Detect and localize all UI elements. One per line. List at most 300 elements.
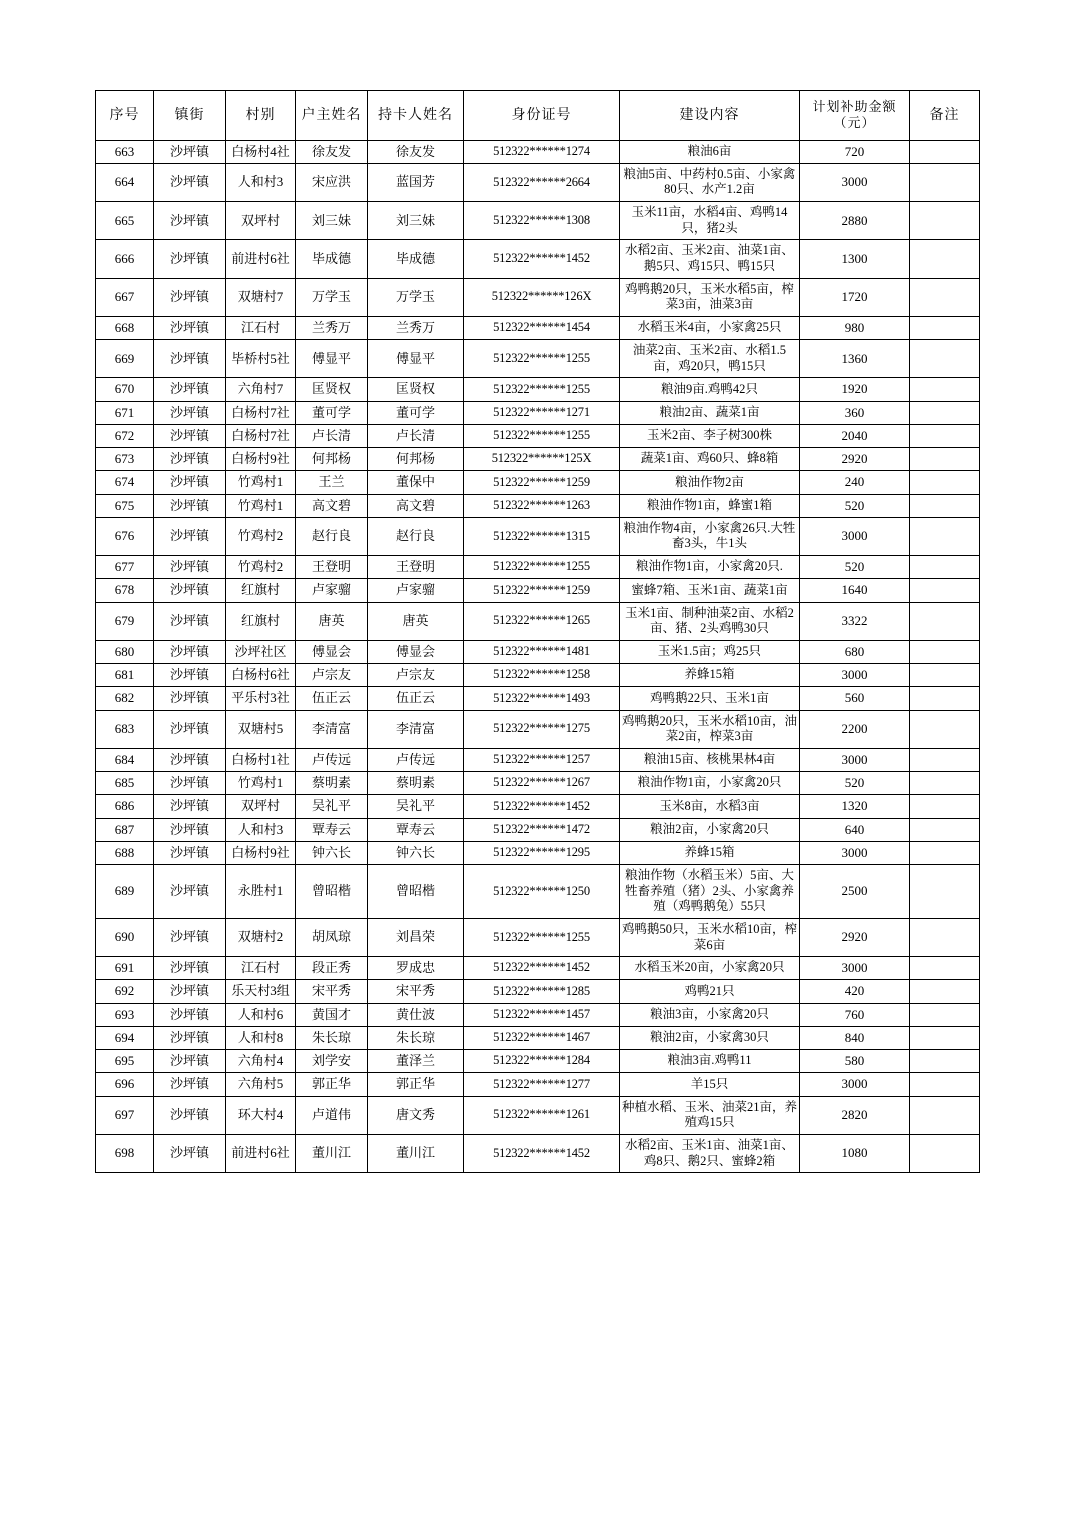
cell-amount: 980 — [800, 316, 910, 339]
cell-amount: 560 — [800, 687, 910, 710]
cell-content: 粮油6亩 — [620, 140, 800, 163]
cell-remark — [910, 602, 980, 640]
cell-village: 平乐村3社 — [226, 687, 296, 710]
cell-householder: 万学玉 — [296, 278, 368, 316]
cell-content: 水稻玉米4亩，小家禽25只 — [620, 316, 800, 339]
cell-content: 鸡鸭21只 — [620, 980, 800, 1003]
cell-index: 697 — [96, 1096, 154, 1134]
column-header-amount-line1: 计划补助金额 — [812, 99, 897, 114]
cell-content: 粮油作物4亩，小家禽26只.大牲畜3头，牛1头 — [620, 517, 800, 555]
cell-cardholder: 赵行良 — [368, 517, 464, 555]
cell-id-number: 512322******1255 — [464, 918, 620, 956]
cell-content: 玉米1亩、制种油菜2亩、水稻2亩、猪、2头鸡鸭30只 — [620, 602, 800, 640]
cell-village: 竹鸡村1 — [226, 772, 296, 795]
cell-id-number: 512322******1493 — [464, 687, 620, 710]
cell-householder: 曾昭楷 — [296, 865, 368, 919]
cell-index: 686 — [96, 795, 154, 818]
cell-content: 粮油作物1亩，小家禽20只. — [620, 556, 800, 579]
cell-id-number: 512322******1255 — [464, 378, 620, 401]
cell-content: 粮油9亩.鸡鸭42只 — [620, 378, 800, 401]
cell-index: 685 — [96, 772, 154, 795]
cell-householder: 黄国才 — [296, 1003, 368, 1026]
cell-id-number: 512322******125X — [464, 448, 620, 471]
cell-amount: 3000 — [800, 517, 910, 555]
cell-amount: 3000 — [800, 664, 910, 687]
cell-cardholder: 曾昭楷 — [368, 865, 464, 919]
cell-village: 双塘村7 — [226, 278, 296, 316]
cell-index: 698 — [96, 1134, 154, 1172]
cell-content: 蔬菜1亩、鸡60只、蜂8箱 — [620, 448, 800, 471]
cell-town: 沙坪镇 — [154, 1050, 226, 1073]
cell-town: 沙坪镇 — [154, 664, 226, 687]
cell-index: 675 — [96, 494, 154, 517]
cell-householder: 董可学 — [296, 401, 368, 424]
cell-cardholder: 傅显会 — [368, 640, 464, 663]
table-row — [96, 316, 980, 339]
cell-cardholder: 刘三妹 — [368, 202, 464, 240]
cell-id-number: 512322******1452 — [464, 1134, 620, 1172]
cell-cardholder: 毕成德 — [368, 240, 464, 278]
table-row — [96, 795, 980, 818]
cell-index: 663 — [96, 140, 154, 163]
table-row — [96, 240, 980, 278]
cell-village: 沙坪社区 — [226, 640, 296, 663]
cell-content: 羊15只 — [620, 1073, 800, 1096]
cell-remark — [910, 378, 980, 401]
cell-amount: 1920 — [800, 378, 910, 401]
cell-index: 683 — [96, 710, 154, 748]
cell-id-number: 512322******1308 — [464, 202, 620, 240]
cell-cardholder: 匡贤权 — [368, 378, 464, 401]
cell-content: 粮油作物1亩，小家禽20只 — [620, 772, 800, 795]
table-row — [96, 579, 980, 602]
cell-village: 白杨村1社 — [226, 748, 296, 771]
cell-remark — [910, 1050, 980, 1073]
cell-id-number: 512322******1259 — [464, 471, 620, 494]
cell-id-number: 512322******1295 — [464, 841, 620, 864]
cell-town: 沙坪镇 — [154, 202, 226, 240]
cell-village: 永胜村1 — [226, 865, 296, 919]
table-row — [96, 163, 980, 201]
cell-town: 沙坪镇 — [154, 340, 226, 378]
cell-amount: 2200 — [800, 710, 910, 748]
cell-remark — [910, 1003, 980, 1026]
cell-amount: 2880 — [800, 202, 910, 240]
table-header-row — [96, 91, 980, 141]
cell-remark — [910, 163, 980, 201]
cell-village: 双坪村 — [226, 795, 296, 818]
cell-householder: 徐友发 — [296, 140, 368, 163]
cell-index: 665 — [96, 202, 154, 240]
cell-town: 沙坪镇 — [154, 278, 226, 316]
table-header — [96, 91, 980, 141]
cell-index: 671 — [96, 401, 154, 424]
cell-householder: 卢道伟 — [296, 1096, 368, 1134]
table-row — [96, 140, 980, 163]
cell-householder: 蔡明素 — [296, 772, 368, 795]
table-row — [96, 710, 980, 748]
cell-town: 沙坪镇 — [154, 556, 226, 579]
column-header-amount-line2: （元） — [833, 115, 876, 131]
cell-town: 沙坪镇 — [154, 865, 226, 919]
cell-town: 沙坪镇 — [154, 1073, 226, 1096]
cell-village: 人和村3 — [226, 163, 296, 201]
cell-remark — [910, 140, 980, 163]
table-row — [96, 918, 980, 956]
cell-town: 沙坪镇 — [154, 795, 226, 818]
cell-amount: 2500 — [800, 865, 910, 919]
cell-id-number: 512322******1457 — [464, 1003, 620, 1026]
cell-id-number: 512322******1250 — [464, 865, 620, 919]
cell-town: 沙坪镇 — [154, 1134, 226, 1172]
cell-town: 沙坪镇 — [154, 316, 226, 339]
cell-amount: 520 — [800, 494, 910, 517]
cell-householder: 卢长清 — [296, 424, 368, 447]
cell-householder: 宋平秀 — [296, 980, 368, 1003]
cell-cardholder: 兰秀万 — [368, 316, 464, 339]
cell-town: 沙坪镇 — [154, 1003, 226, 1026]
cell-cardholder: 唐文秀 — [368, 1096, 464, 1134]
cell-content: 粮油2亩，小家禽20只 — [620, 818, 800, 841]
cell-index: 681 — [96, 664, 154, 687]
table-row — [96, 401, 980, 424]
cell-village: 竹鸡村2 — [226, 517, 296, 555]
cell-content: 鸡鸭鹅50只，玉米水稻10亩，榨菜6亩 — [620, 918, 800, 956]
cell-cardholder: 蔡明素 — [368, 772, 464, 795]
cell-village: 白杨村7社 — [226, 401, 296, 424]
cell-amount: 680 — [800, 640, 910, 663]
cell-remark — [910, 865, 980, 919]
cell-householder: 胡凤琼 — [296, 918, 368, 956]
cell-cardholder: 董可学 — [368, 401, 464, 424]
cell-amount: 640 — [800, 818, 910, 841]
cell-town: 沙坪镇 — [154, 640, 226, 663]
cell-householder: 何邦杨 — [296, 448, 368, 471]
cell-amount: 3000 — [800, 957, 910, 980]
cell-town: 沙坪镇 — [154, 579, 226, 602]
cell-content: 蜜蜂7箱、玉米1亩、蔬菜1亩 — [620, 579, 800, 602]
cell-remark — [910, 818, 980, 841]
cell-amount: 3000 — [800, 1073, 910, 1096]
cell-village: 前进村6社 — [226, 240, 296, 278]
cell-amount: 1360 — [800, 340, 910, 378]
cell-amount: 3000 — [800, 163, 910, 201]
cell-village: 六角村7 — [226, 378, 296, 401]
cell-town: 沙坪镇 — [154, 841, 226, 864]
subsidy-table — [95, 90, 980, 1173]
cell-id-number: 512322******1452 — [464, 957, 620, 980]
cell-village: 江石村 — [226, 316, 296, 339]
cell-cardholder: 卢家骝 — [368, 579, 464, 602]
cell-amount: 520 — [800, 556, 910, 579]
cell-cardholder: 董泽兰 — [368, 1050, 464, 1073]
cell-index: 679 — [96, 602, 154, 640]
cell-remark — [910, 841, 980, 864]
cell-town: 沙坪镇 — [154, 240, 226, 278]
cell-householder: 宋应洪 — [296, 163, 368, 201]
cell-content: 水稻2亩、玉米2亩、油菜1亩、鹅5只、鸡15只、鸭15只 — [620, 240, 800, 278]
cell-id-number: 512322******1472 — [464, 818, 620, 841]
cell-content: 种植水稻、玉米、油菜21亩，养殖鸡15只 — [620, 1096, 800, 1134]
cell-town: 沙坪镇 — [154, 748, 226, 771]
cell-amount: 1080 — [800, 1134, 910, 1172]
cell-id-number: 512322******1275 — [464, 710, 620, 748]
cell-householder: 刘三妹 — [296, 202, 368, 240]
cell-householder: 段正秀 — [296, 957, 368, 980]
cell-amount: 1720 — [800, 278, 910, 316]
cell-remark — [910, 1026, 980, 1049]
cell-cardholder: 万学玉 — [368, 278, 464, 316]
cell-id-number: 512322******1315 — [464, 517, 620, 555]
cell-index: 687 — [96, 818, 154, 841]
cell-content: 玉米8亩，水稻3亩 — [620, 795, 800, 818]
cell-index: 670 — [96, 378, 154, 401]
cell-amount: 3000 — [800, 748, 910, 771]
cell-content: 养蜂15箱 — [620, 664, 800, 687]
table-row — [96, 340, 980, 378]
cell-amount: 420 — [800, 980, 910, 1003]
cell-village: 人和村8 — [226, 1026, 296, 1049]
cell-id-number: 512322******1454 — [464, 316, 620, 339]
table-row — [96, 1096, 980, 1134]
cell-village: 乐天村3组 — [226, 980, 296, 1003]
cell-content: 油菜2亩、玉米2亩、水稻1.5亩，鸡20只，鸭15只 — [620, 340, 800, 378]
cell-householder: 毕成德 — [296, 240, 368, 278]
table-row — [96, 687, 980, 710]
cell-amount: 1640 — [800, 579, 910, 602]
cell-village: 江石村 — [226, 957, 296, 980]
cell-village: 竹鸡村2 — [226, 556, 296, 579]
table-row — [96, 818, 980, 841]
table-row — [96, 748, 980, 771]
cell-content: 玉米11亩，水稻4亩、鸡鸭14只，猪2头 — [620, 202, 800, 240]
cell-town: 沙坪镇 — [154, 957, 226, 980]
cell-town: 沙坪镇 — [154, 448, 226, 471]
cell-remark — [910, 316, 980, 339]
cell-id-number: 512322******1277 — [464, 1073, 620, 1096]
cell-householder: 匡贤权 — [296, 378, 368, 401]
cell-village: 六角村5 — [226, 1073, 296, 1096]
cell-remark — [910, 1134, 980, 1172]
table-row — [96, 980, 980, 1003]
table-row — [96, 1026, 980, 1049]
cell-content: 粮油15亩、核桃果林4亩 — [620, 748, 800, 771]
column-header-cardholder: 持卡人姓名 — [368, 91, 464, 141]
column-header-content: 建设内容 — [620, 91, 800, 141]
table-row — [96, 1073, 980, 1096]
cell-index: 677 — [96, 556, 154, 579]
cell-index: 668 — [96, 316, 154, 339]
cell-village: 环大村4 — [226, 1096, 296, 1134]
cell-remark — [910, 202, 980, 240]
cell-id-number: 512322******126X — [464, 278, 620, 316]
cell-id-number: 512322******1267 — [464, 772, 620, 795]
column-header-remark: 备注 — [910, 91, 980, 141]
cell-id-number: 512322******1452 — [464, 240, 620, 278]
cell-content: 粮油5亩、中药村0.5亩、小家禽80只、水产1.2亩 — [620, 163, 800, 201]
table-row — [96, 640, 980, 663]
table-row — [96, 517, 980, 555]
cell-amount: 2820 — [800, 1096, 910, 1134]
cell-householder: 王登明 — [296, 556, 368, 579]
table-row — [96, 556, 980, 579]
cell-village: 毕桥村5社 — [226, 340, 296, 378]
cell-index: 693 — [96, 1003, 154, 1026]
cell-cardholder: 朱长琼 — [368, 1026, 464, 1049]
cell-cardholder: 卢长清 — [368, 424, 464, 447]
table-row — [96, 378, 980, 401]
cell-householder: 赵行良 — [296, 517, 368, 555]
cell-householder: 卢传远 — [296, 748, 368, 771]
cell-id-number: 512322******1255 — [464, 424, 620, 447]
cell-remark — [910, 340, 980, 378]
cell-village: 双塘村5 — [226, 710, 296, 748]
cell-town: 沙坪镇 — [154, 1026, 226, 1049]
cell-index: 689 — [96, 865, 154, 919]
cell-town: 沙坪镇 — [154, 710, 226, 748]
cell-content: 鸡鸭鹅20只，玉米水稻5亩，榨菜3亩，油菜3亩 — [620, 278, 800, 316]
cell-remark — [910, 748, 980, 771]
cell-id-number: 512322******1467 — [464, 1026, 620, 1049]
cell-cardholder: 蓝国芳 — [368, 163, 464, 201]
cell-town: 沙坪镇 — [154, 918, 226, 956]
table-row — [96, 494, 980, 517]
cell-index: 676 — [96, 517, 154, 555]
cell-town: 沙坪镇 — [154, 517, 226, 555]
cell-id-number: 512322******1257 — [464, 748, 620, 771]
cell-town: 沙坪镇 — [154, 980, 226, 1003]
cell-index: 682 — [96, 687, 154, 710]
cell-id-number: 512322******2664 — [464, 163, 620, 201]
column-header-amount — [800, 91, 910, 141]
cell-remark — [910, 240, 980, 278]
cell-cardholder: 高文碧 — [368, 494, 464, 517]
cell-index: 696 — [96, 1073, 154, 1096]
cell-content: 水稻2亩、玉米1亩、油菜1亩、鸡8只、鹅2只、蜜蜂2箱 — [620, 1134, 800, 1172]
cell-id-number: 512322******1284 — [464, 1050, 620, 1073]
table-row — [96, 841, 980, 864]
cell-householder: 覃寿云 — [296, 818, 368, 841]
cell-cardholder: 傅显平 — [368, 340, 464, 378]
cell-index: 667 — [96, 278, 154, 316]
cell-content: 水稻玉米20亩，小家禽20只 — [620, 957, 800, 980]
cell-id-number: 512322******1261 — [464, 1096, 620, 1134]
cell-content: 粮油作物（水稻玉米）5亩、大牲畜养殖（猪）2头、小家禽养殖（鸡鸭鹅兔）55只 — [620, 865, 800, 919]
cell-householder: 刘学安 — [296, 1050, 368, 1073]
column-header-village: 村别 — [226, 91, 296, 141]
cell-id-number: 512322******1265 — [464, 602, 620, 640]
cell-cardholder: 卢宗友 — [368, 664, 464, 687]
cell-cardholder: 何邦杨 — [368, 448, 464, 471]
cell-content: 粮油2亩、蔬菜1亩 — [620, 401, 800, 424]
cell-householder: 高文碧 — [296, 494, 368, 517]
cell-index: 666 — [96, 240, 154, 278]
cell-householder: 郭正华 — [296, 1073, 368, 1096]
cell-cardholder: 黄仕波 — [368, 1003, 464, 1026]
cell-village: 红旗村 — [226, 602, 296, 640]
column-header-id-number: 身份证号 — [464, 91, 620, 141]
table-row — [96, 424, 980, 447]
cell-remark — [910, 424, 980, 447]
cell-id-number: 512322******1481 — [464, 640, 620, 663]
cell-amount: 3000 — [800, 841, 910, 864]
cell-amount: 520 — [800, 772, 910, 795]
cell-village: 竹鸡村1 — [226, 471, 296, 494]
cell-remark — [910, 687, 980, 710]
table-row — [96, 1003, 980, 1026]
cell-town: 沙坪镇 — [154, 163, 226, 201]
cell-cardholder: 王登明 — [368, 556, 464, 579]
cell-content: 玉米1.5亩；鸡25只 — [620, 640, 800, 663]
cell-town: 沙坪镇 — [154, 602, 226, 640]
cell-cardholder: 钟六长 — [368, 841, 464, 864]
cell-id-number: 512322******1271 — [464, 401, 620, 424]
cell-index: 690 — [96, 918, 154, 956]
cell-cardholder: 宋平秀 — [368, 980, 464, 1003]
cell-cardholder: 伍正云 — [368, 687, 464, 710]
cell-remark — [910, 471, 980, 494]
cell-content: 鸡鸭鹅22只、玉米1亩 — [620, 687, 800, 710]
table-row — [96, 957, 980, 980]
cell-householder: 傅显会 — [296, 640, 368, 663]
cell-cardholder: 吴礼平 — [368, 795, 464, 818]
cell-content: 粮油2亩，小家禽30只 — [620, 1026, 800, 1049]
cell-householder: 董川江 — [296, 1134, 368, 1172]
cell-remark — [910, 517, 980, 555]
column-header-index: 序号 — [96, 91, 154, 141]
cell-householder: 卢家骝 — [296, 579, 368, 602]
cell-remark — [910, 795, 980, 818]
cell-village: 人和村6 — [226, 1003, 296, 1026]
cell-id-number: 512322******1258 — [464, 664, 620, 687]
cell-town: 沙坪镇 — [154, 1096, 226, 1134]
cell-householder: 唐英 — [296, 602, 368, 640]
cell-amount: 2920 — [800, 448, 910, 471]
cell-index: 674 — [96, 471, 154, 494]
cell-village: 双坪村 — [226, 202, 296, 240]
cell-amount: 360 — [800, 401, 910, 424]
cell-remark — [910, 664, 980, 687]
cell-content: 粮油作物1亩，蜂蜜1箱 — [620, 494, 800, 517]
cell-remark — [910, 640, 980, 663]
cell-village: 白杨村9社 — [226, 841, 296, 864]
table-row — [96, 278, 980, 316]
cell-id-number: 512322******1263 — [464, 494, 620, 517]
cell-id-number: 512322******1259 — [464, 579, 620, 602]
cell-householder: 卢宗友 — [296, 664, 368, 687]
cell-householder: 朱长琼 — [296, 1026, 368, 1049]
cell-cardholder: 郭正华 — [368, 1073, 464, 1096]
cell-town: 沙坪镇 — [154, 424, 226, 447]
cell-index: 695 — [96, 1050, 154, 1073]
cell-cardholder: 覃寿云 — [368, 818, 464, 841]
cell-remark — [910, 918, 980, 956]
table-row — [96, 471, 980, 494]
cell-village: 人和村3 — [226, 818, 296, 841]
cell-index: 684 — [96, 748, 154, 771]
table-row — [96, 602, 980, 640]
cell-amount: 580 — [800, 1050, 910, 1073]
cell-village: 六角村4 — [226, 1050, 296, 1073]
cell-id-number: 512322******1452 — [464, 795, 620, 818]
cell-town: 沙坪镇 — [154, 687, 226, 710]
cell-amount: 3322 — [800, 602, 910, 640]
cell-amount: 720 — [800, 140, 910, 163]
cell-content: 粮油3亩.鸡鸭11 — [620, 1050, 800, 1073]
cell-index: 664 — [96, 163, 154, 201]
cell-cardholder: 卢传远 — [368, 748, 464, 771]
cell-remark — [910, 448, 980, 471]
